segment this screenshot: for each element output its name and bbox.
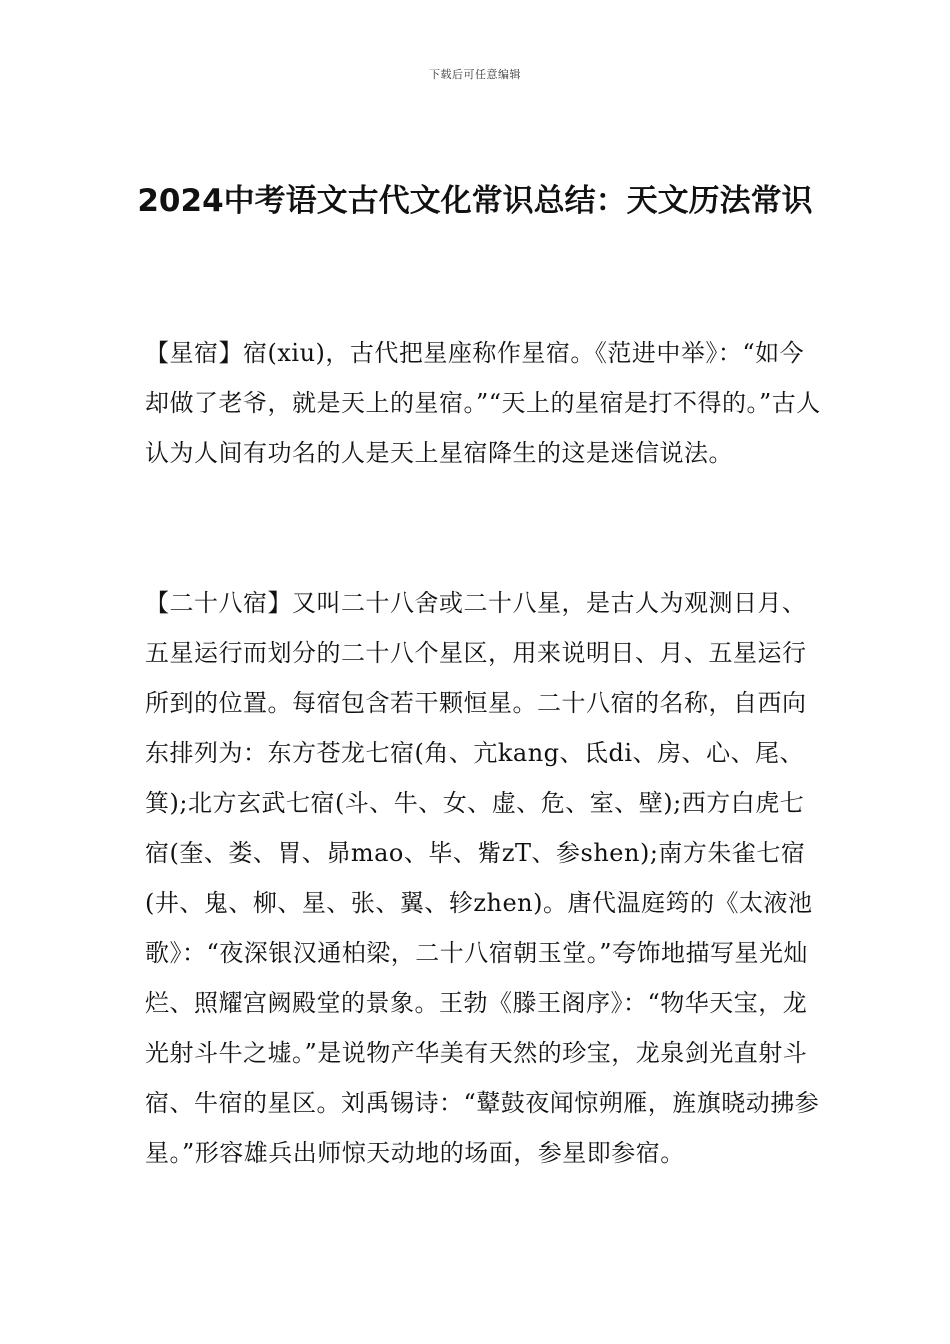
- paragraph-xingxiu: 【星宿】宿(xiu)，古代把星座称作星宿。《范进中举》：“如今却做了老爷，就是天上的星宿。”“天上的星宿是打不得的。”古人认为人间有功名的人是天上星宿降生的这是迷信说法。: [145, 339, 821, 467]
- header-note: 下载后可任意编辑: [429, 68, 521, 81]
- document-title: 2024中考语文古代文化常识总结：天文历法常识: [137, 183, 813, 219]
- paragraph-ershibaxiu: 【二十八宿】又叫二十八舍或二十八星，是古人为观测日月、五星运行而划分的二十八个星区，用来说明日、月、五星运行所到的位置。每宿包含若干颗恒星。二十八宿的名称，自西向东排列为：东方苍龙七宿(角、亢kang、氐di、房、心、尾、箕);北方玄武七宿(斗、牛、女、虚、危、室、壁);西方白虎七宿(奎、娄、胃、昴mao、毕、觜zT、参shen);南方朱雀七宿(井、鬼、柳、星、张、翼、轸zhen)。唐代温庭筠的《太液池歌》：“夜深银汉通柏梁，二十八宿朝玉堂。”夸饰地描写星光灿烂、照耀宫阙殿堂的景象。王勃《滕王阁序》：“物华天宝，龙光射斗牛之墟。”是说物产华美有天然的珍宝，龙泉剑光直射斗宿、牛宿的星区。刘禹锡诗：“鼙鼓夜闻惊朔雁，旌旗晓动拂参星。”形容雄兵出师惊天动地的场面，参星即参宿。: [145, 589, 820, 1167]
